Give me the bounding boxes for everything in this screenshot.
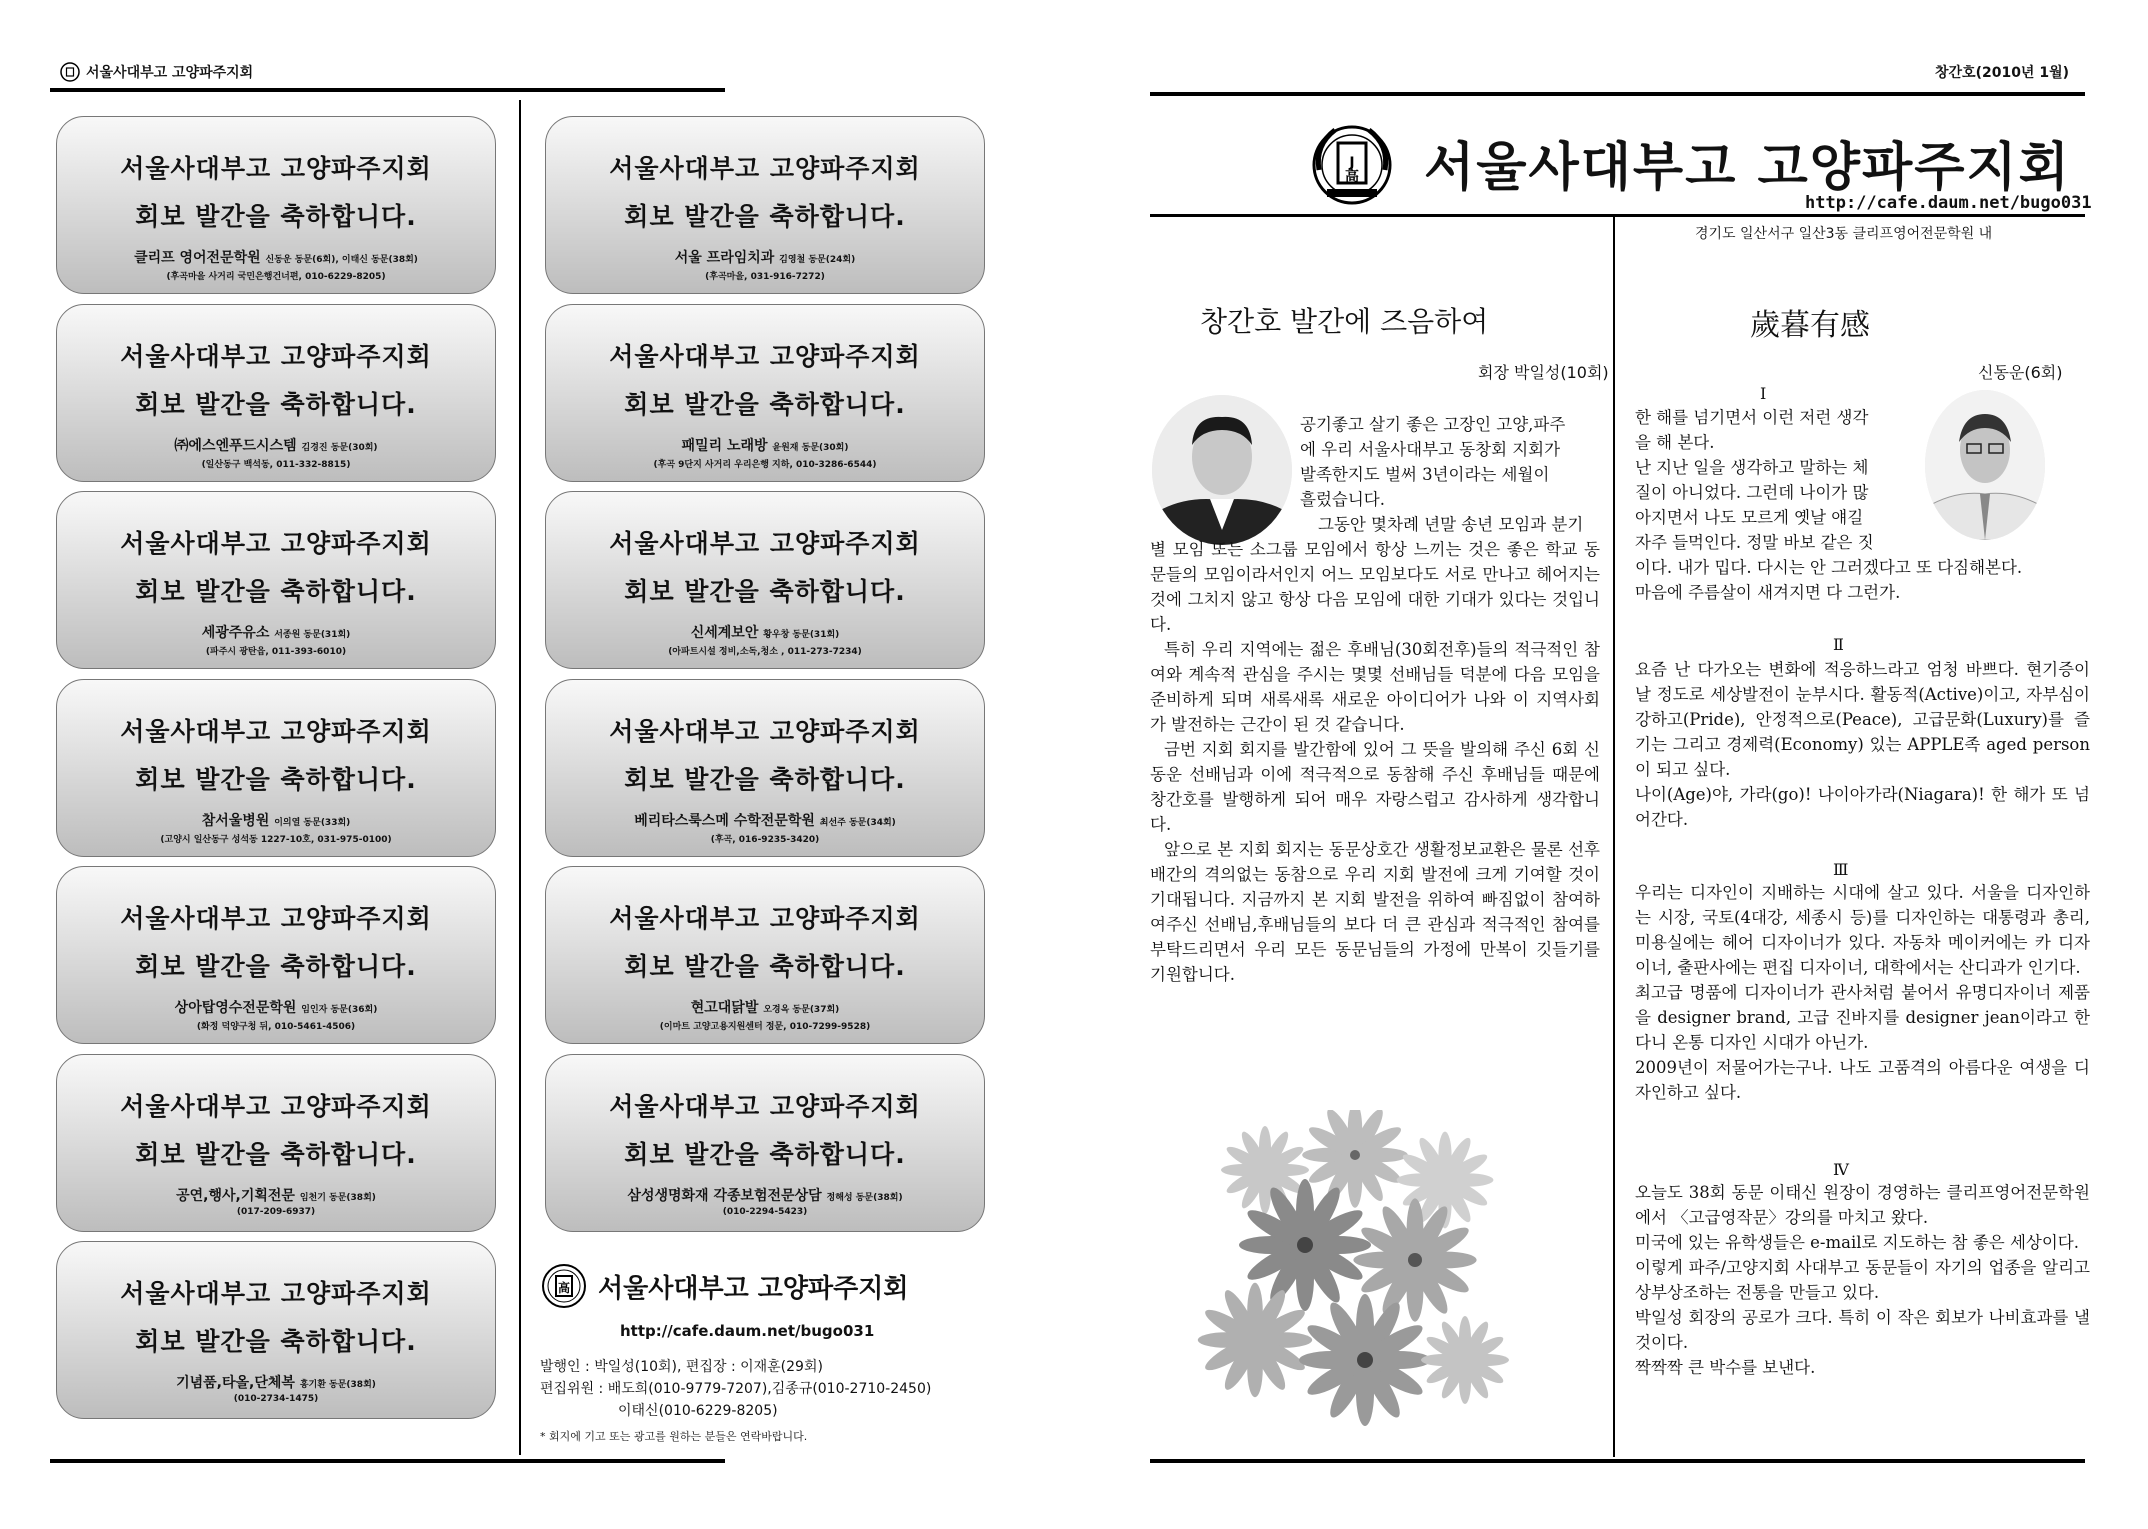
ad-business-name: 공연,행사,기획전문 [176,1187,295,1204]
article2-byline: 신동운(6회) [1978,363,2063,382]
article1-line: 공기좋고 살기 좋은 고장인 고양,파주 [1300,415,1566,434]
ad-contact: (후곡, 016-9235-3420) [710,834,820,845]
article1-wrap [1300,412,1600,537]
article2-line: 마음에 주름살이 새겨지면 다 그런가. [1635,583,1901,602]
congrats-ad-box [56,116,496,294]
ad-business [57,435,495,455]
congrats-ad-box [545,679,985,857]
ad-business [57,622,495,642]
article2-para: 미국에 있는 유학생들은 e-mail로 지도하는 참 좋은 세상이다. [1635,1233,2079,1252]
colophon-editors-cont: 이태신(010-6229-8205) [618,1403,778,1419]
right-column-divider [1613,217,1615,1457]
ad-alumni: 신동운 동문(6회), 이태신 동문(38회) [265,255,418,265]
colophon-note: * 회지에 기고 또는 광고를 원하는 분들은 연락바랍니다. [540,1430,808,1443]
article1-para: 금번 지회 회지를 발간함에 있어 그 뜻을 발의해 주신 6회 신동운 선배님과 이에 적극적으로 동참해 주신 후배님들 때문에 창간호를 발행하게 되어 매우 자랑스럽고 감사하게 생각합니다. [1150,740,1600,834]
congrats-ad-box [56,491,496,669]
congrats-ad-box [545,866,985,1044]
ad-business [546,622,984,642]
school-seal-icon [60,62,80,82]
article2-para: 박일성 회장의 공로가 크다. 특히 이 작은 회보가 나비효과를 낼 것이다. [1635,1308,2090,1352]
ad-subheadline: 회보 발간을 축하합니다. [624,389,906,419]
president-photo [1152,395,1292,545]
congrats-ad-box [56,679,496,857]
ad-business [57,247,495,267]
ad-headline: 서울사대부고 고양파주지회 [609,716,921,746]
article2-line: 이다. 내가 밉다. 다시는 안 그러겠다고 또 다짐해본다. [1635,558,2023,577]
ad-alumni: 이의열 동문(33회) [274,817,351,828]
ad-alumni: 정해성 동문(38회) [826,1192,903,1203]
ad-subheadline: 회보 발간을 축하합니다. [135,577,417,606]
ad-business-name: 참서울병원 [201,812,270,829]
article2-s2 [1635,657,2090,832]
ad-business-name: 서울 프라임치과 [674,250,775,266]
ad-contact: (파주시 광탄읍, 011-393-6010) [205,647,347,657]
author-photo [1925,390,2045,540]
article1-title: 창간호 발간에 즈음하여 [1200,305,1489,338]
ad-contact: (일산동구 백석동, 011-332-8815) [201,459,351,470]
school-emblem-icon [1305,115,1400,210]
ad-headline: 서울사대부고 고양파주지회 [120,529,432,558]
colophon-editors: 편집위원 : 배도희(010-9779-7207),김종규(010-2710-2450) [540,1381,932,1397]
ad-subheadline: 회보 발간을 축하합니다. [135,1139,417,1169]
ad-contact: (이마트 고양고용지원센터 정문, 010-7299-9528) [659,1022,871,1032]
ad-alumni: 윤원재 동문(30회) [772,442,849,453]
congrats-ad-box [56,866,496,1044]
congrats-ad-box [545,1054,985,1232]
article2-para: 이렇게 파주/고양지회 사대부고 동문들이 자기의 업종을 알리고 상부상조하는 전통을 만들고 있다. [1635,1258,2090,1302]
left-header-text: 서울사대부고 고양파주지회 [86,65,254,81]
article2-s1-rest [1635,555,2090,605]
article2-para: 2009년이 저물어가는구나. 나도 고품격의 아름다운 여생을 디자인하고 싶다. [1635,1058,2090,1102]
ad-business-name: 신세계보안 [690,625,759,641]
article1-para: 앞으로 본 지회 회지는 동문상호간 생활정보교환은 물론 선후배간의 격의없는 동참으로 우리 지회 발전에 크게 기여할 것이 기대됩니다. 지금까지 본 지회 발전을 위하여 빠짐없이 참여하여주신 선배님,후배님들의 보다 더 큰 관심과 적극적인 참여를 부탁드리면서 우리 모든 동문님들의 가정에 만복이 깃들기를 기원합니다. [1150,840,1600,984]
ad-subheadline: 회보 발간을 축하합니다. [624,202,906,231]
article2-para: 요즘 난 다가오는 변화에 적응하느라고 엄청 바쁘다. 현기증이 날 정도로 세상발전이 눈부시다. 활동적(Active)이고, 자부심이 강하고(Pride), 안정적으로(Peace), 고급문화(Luxury)를 즐기는 그리고 경제력(Economy) 있는 APPLE족 aged person이 되고 싶다. [1635,660,2090,779]
masthead-address: 경기도 일산서구 일산3동 클리프영어전문학원 내 [1695,226,1993,242]
ad-subheadline: 회보 발간을 축하합니다. [135,389,417,419]
ad-subheadline: 회보 발간을 축하합니다. [624,1139,906,1169]
ad-business-name: ㈜에스엔푸드시스템 [174,437,297,454]
article2-para: 짝짝짝 큰 박수를 보낸다. [1635,1358,1816,1377]
ad-alumni: 임천기 동문(38회) [299,1192,376,1203]
ad-subheadline: 회보 발간을 축하합니다. [135,1327,417,1356]
ad-headline: 서울사대부고 고양파주지회 [609,1091,921,1121]
colophon-publisher: 발행인 : 박일성(10회), 편집장 : 이재훈(29회) [540,1359,823,1375]
ad-subheadline: 회보 발간을 축하합니다. [135,952,417,981]
article1-byline: 회장 박일성(10회) [1478,363,1609,382]
congrats-ad-box [56,304,496,482]
colophon-url[interactable]: http://cafe.daum.net/bugo031 [620,1322,875,1340]
masthead-title: 서울사대부고 고양파주지회 [1424,138,2071,198]
ad-contact: (후곡마을 사거리 국민은행건너편, 010-6229-8205) [166,272,386,282]
article2-s3 [1635,880,2090,1105]
ad-alumni: 서종원 동문(31회) [274,630,351,640]
section-numeral-1: Ⅰ [1760,384,1767,403]
colophon-title [540,1262,1000,1310]
ad-business [546,435,984,455]
section-numeral-4: Ⅳ [1833,1160,1849,1179]
ad-business-name: 베리타스룩스메 수학전문학원 [634,812,815,829]
ad-alumni: 김영철 동문(24회) [779,255,856,265]
article2-title: 歲暮有感 [1750,308,1870,343]
article1-line: 그동안 몇차례 년말 송년 모임과 분기 [1318,515,1584,534]
ad-subheadline: 회보 발간을 축하합니다. [624,952,906,981]
ad-alumni: 홍기환 동문(38회) [299,1380,376,1390]
ad-business-name: 현고대닭발 [690,1000,759,1016]
colophon-title-text: 서울사대부고 고양파주지회 [598,1273,909,1304]
article2-para: 오늘도 38회 동문 이태신 원장이 경영하는 클리프영어전문학원에서 〈고급영작문〉강의를 마치고 왔다. [1635,1183,2090,1227]
article2-s1-wrap [1635,405,1925,555]
ad-contact: (후곡마을, 031-916-7272) [705,272,825,282]
ad-subheadline: 회보 발간을 축하합니다. [624,577,906,606]
ad-business-name: 패밀리 노래방 [681,437,768,454]
article2-para: 최고급 명품에 디자이너가 관사처럼 붙어서 유명디자이너 제품을 designer brand, 고급 진바지를 designer jean이라고 한다니 온통 디자인 시대가 아닌가. [1635,983,2090,1052]
article2-line: 한 해를 넘기면서 이런 저런 생각 [1635,408,1869,427]
ad-contact: (017-209-6937) [236,1206,316,1217]
article2-para: 나이(Age)야, 가라(go)! 나이아가라(Niagara)! 한 해가 또 넘어간다. [1635,785,2090,829]
article2-para: 우리는 디자인이 지배하는 시대에 살고 있다. 서울을 디자인하는 시장, 국토(4대강, 세종시 등)를 디자인하는 대통령과 총리, 미용실에는 헤어 디자이너가 있다. 자동차 메이커에는 카 디자이너, 출판사에는 편집 디자이너, 대학에서는 산디과가 인기다. [1635,883,2090,977]
article2-line: 아지면서 나도 모르게 옛날 얘길 [1635,508,1864,527]
ad-headline: 서울사대부고 고양파주지회 [120,1091,432,1121]
ad-alumni: 최선주 동문(34회) [819,817,896,828]
ad-alumni: 임인자 동문(36회) [301,1005,378,1015]
left-page-header [60,62,253,82]
colophon [540,1262,1000,1444]
congrats-ad-box [56,1241,496,1419]
ad-business [57,1185,495,1205]
ad-subheadline: 회보 발간을 축하합니다. [135,764,417,794]
ad-headline: 서울사대부고 고양파주지회 [120,154,432,183]
section-numeral-2: Ⅱ [1833,635,1844,654]
ad-headline: 서울사대부고 고양파주지회 [120,341,432,371]
ad-alumni: 김경진 동문(30회) [301,442,378,453]
article2-line: 을 해 본다. [1635,433,1715,452]
ad-headline: 서울사대부고 고양파주지회 [120,1279,432,1308]
school-seal-icon [540,1262,588,1310]
article1-line: 발족한지도 벌써 3년이라는 세월이 [1300,465,1550,484]
ad-headline: 서울사대부고 고양파주지회 [609,154,921,183]
congrats-ad-box [545,116,985,294]
article1-para: 특히 우리 지역에는 젊은 후배님(30회전후)들의 적극적인 참여와 계속적 관심을 주시는 몇몇 선배님들 덕분에 다음 모임을 준비하게 되며 새록새록 새로운 아이디어가 나와 이 지역사회가 발전하는 근간이 된 것 같습니다. [1150,640,1600,734]
ad-headline: 서울사대부고 고양파주지회 [120,904,432,933]
masthead-url[interactable]: http://cafe.daum.net/bugo031 [1805,193,2092,213]
svg-text:J: J [1349,155,1355,171]
article1-para: 별 모임 또는 소그룹 모임에서 항상 느끼는 것은 좋은 학교 동문들의 모임이라서인지 어느 모임보다도 서로 만나고 헤어지는 것에 그치지 않고 항상 다음 모임에 대한 기대가 있다는 것입니다. [1150,540,1600,634]
ad-headline: 서울사대부고 고양파주지회 [609,529,921,558]
ad-subheadline: 회보 발간을 축하합니다. [624,764,906,794]
ad-business [546,1185,984,1205]
ad-business-name: 삼성생명화재 각종보험전문상담 [627,1187,822,1204]
congrats-ad-box [56,1054,496,1232]
ad-headline: 서울사대부고 고양파주지회 [120,716,432,746]
ad-alumni: 오경옥 동문(37회) [763,1005,840,1015]
ad-business [57,1372,495,1392]
ad-alumni: 황우창 동문(31회) [763,630,840,640]
issue-label: 창간호(2010년 1월) [1935,65,2069,81]
left-bottom-rule [50,1459,725,1463]
ad-business-name: 세광주유소 [201,625,270,641]
portrait-image [1152,395,1292,545]
ad-business [57,810,495,830]
ad-contact: (화정 덕양구청 뒤, 010-5461-4506) [196,1022,356,1032]
svg-text:高: 高 [557,1281,571,1295]
section-numeral-3: Ⅲ [1833,860,1849,879]
congrats-ad-box [545,304,985,482]
right-top-rule [1150,92,2085,96]
ad-contact: (010-2294-5423) [722,1206,808,1217]
left-top-rule [50,88,725,92]
ad-contact: (고양시 일산동구 성석동 1227-10호, 031-975-0100) [160,834,392,845]
article2-line: 자주 들먹인다. 정말 바보 같은 짓 [1635,533,1874,552]
article2-line: 난 지난 일을 생각하고 말하는 체 [1635,458,1869,477]
article2-s4 [1635,1180,2090,1380]
ad-business-name: 클리프 영어전문학원 [134,250,261,266]
ad-business-name: 기념품,타올,단체복 [176,1375,295,1391]
masthead-rule [1150,214,2085,217]
ad-business [57,997,495,1017]
ad-business [546,247,984,267]
flower-illustration [1195,1110,1525,1440]
article1-body [1150,537,1600,987]
article1-line: 흘렀습니다. [1300,490,1385,509]
ad-contact: (아파트시설 정비,소독,청소 , 011-273-7234) [668,647,862,657]
right-bottom-rule [1150,1459,2085,1463]
congrats-ad-box [545,491,985,669]
ad-headline: 서울사대부고 고양파주지회 [609,904,921,933]
article2-line: 질이 아니었다. 그런데 나이가 많 [1635,483,1869,502]
ad-business [546,810,984,830]
ad-subheadline: 회보 발간을 축하합니다. [135,202,417,231]
portrait-image [1925,390,2045,540]
svg-text:高: 高 [1345,169,1359,185]
ad-business [546,997,984,1017]
ad-contact: (후곡 9단지 사거리 우리은행 지하, 010-3286-6544) [653,459,877,470]
ad-business-name: 상아탑영수전문학원 [174,1000,297,1016]
left-column-divider [519,100,521,1455]
ad-headline: 서울사대부고 고양파주지회 [609,341,921,371]
ad-contact: (010-2734-1475) [233,1394,319,1404]
article1-line: 에 우리 서울사대부고 동창회 지회가 [1300,440,1561,459]
